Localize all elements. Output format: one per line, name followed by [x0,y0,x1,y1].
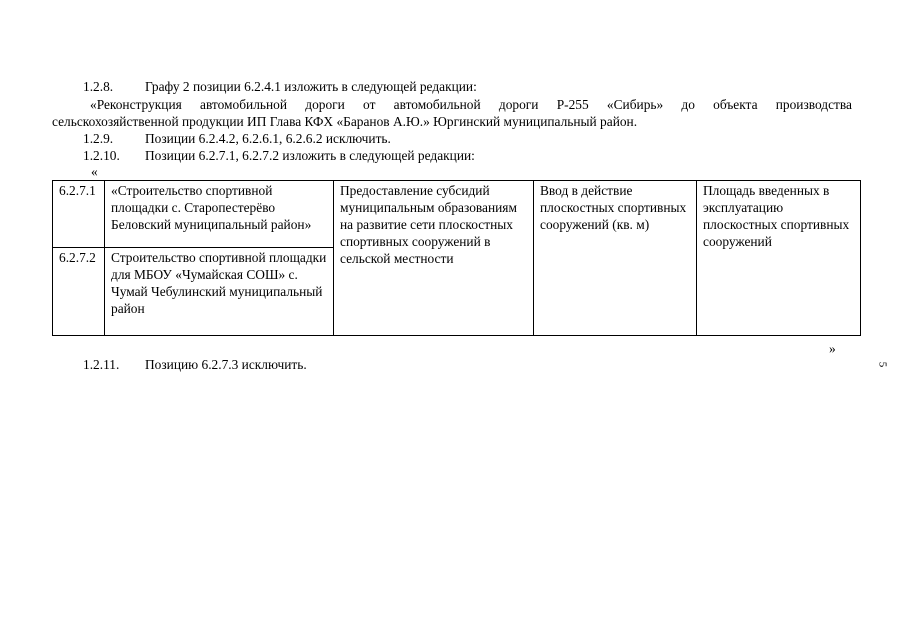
position-code-cell: 6.2.7.1 [53,181,105,248]
item-number: 1.2.8. [83,79,114,94]
item-number: 1.2.9. [83,131,114,146]
measure-cell: Предоставление субсидий муниципальным образованиям на развитие сети плоскостных спортивных сооружений в сельской местности [334,181,534,336]
item-1-2-9 [83,130,391,147]
item-1-2-10 [83,147,475,164]
quote-line-2: сельскохозяйственной продукции ИП Глава КФХ «Баранов А.Ю.» Юргинский муниципальный район. [52,114,638,129]
position-code-cell: 6.2.7.2 [53,248,105,336]
item-number: 1.2.10. [83,148,120,163]
item-number: 1.2.11. [83,357,120,372]
item-text: Позиции 6.2.4.2, 6.2.6.1, 6.2.6.2 исключить. [145,131,391,146]
closing-quote-mark: » [829,341,836,356]
table-row [53,181,861,248]
quote-line-1: «Реконструкция автомобильной дороги от автомобильной дороги Р-255 «Сибирь» до объекта производства [90,97,852,112]
positions-table [52,180,861,336]
item-text: Позиции 6.2.7.1, 6.2.7.2 изложить в следующей редакции: [145,148,475,163]
indicator-cell: Ввод в действие плоскостных спортивных сооружений (кв. м) [534,181,697,336]
item-1-2-8 [83,78,477,95]
item-text: Позицию 6.2.7.3 исключить. [145,357,307,372]
page-number: 5 [876,361,889,368]
position-name-cell: «Строительство спортивной площадки с. Старопестерёво Беловский муниципальный район» [105,181,334,248]
item-text: Графу 2 позиции 6.2.4.1 изложить в следующей редакции: [145,79,477,94]
position-name-cell: Строительство спортивной площадки для МБОУ «Чумайская СОШ» с. Чумай Чебулинский муниципальный район [105,248,334,336]
item-1-2-11 [83,356,307,373]
result-cell: Площадь введенных в эксплуатацию плоскостных спортивных сооружений [697,181,861,336]
opening-quote-mark: « [91,164,98,179]
